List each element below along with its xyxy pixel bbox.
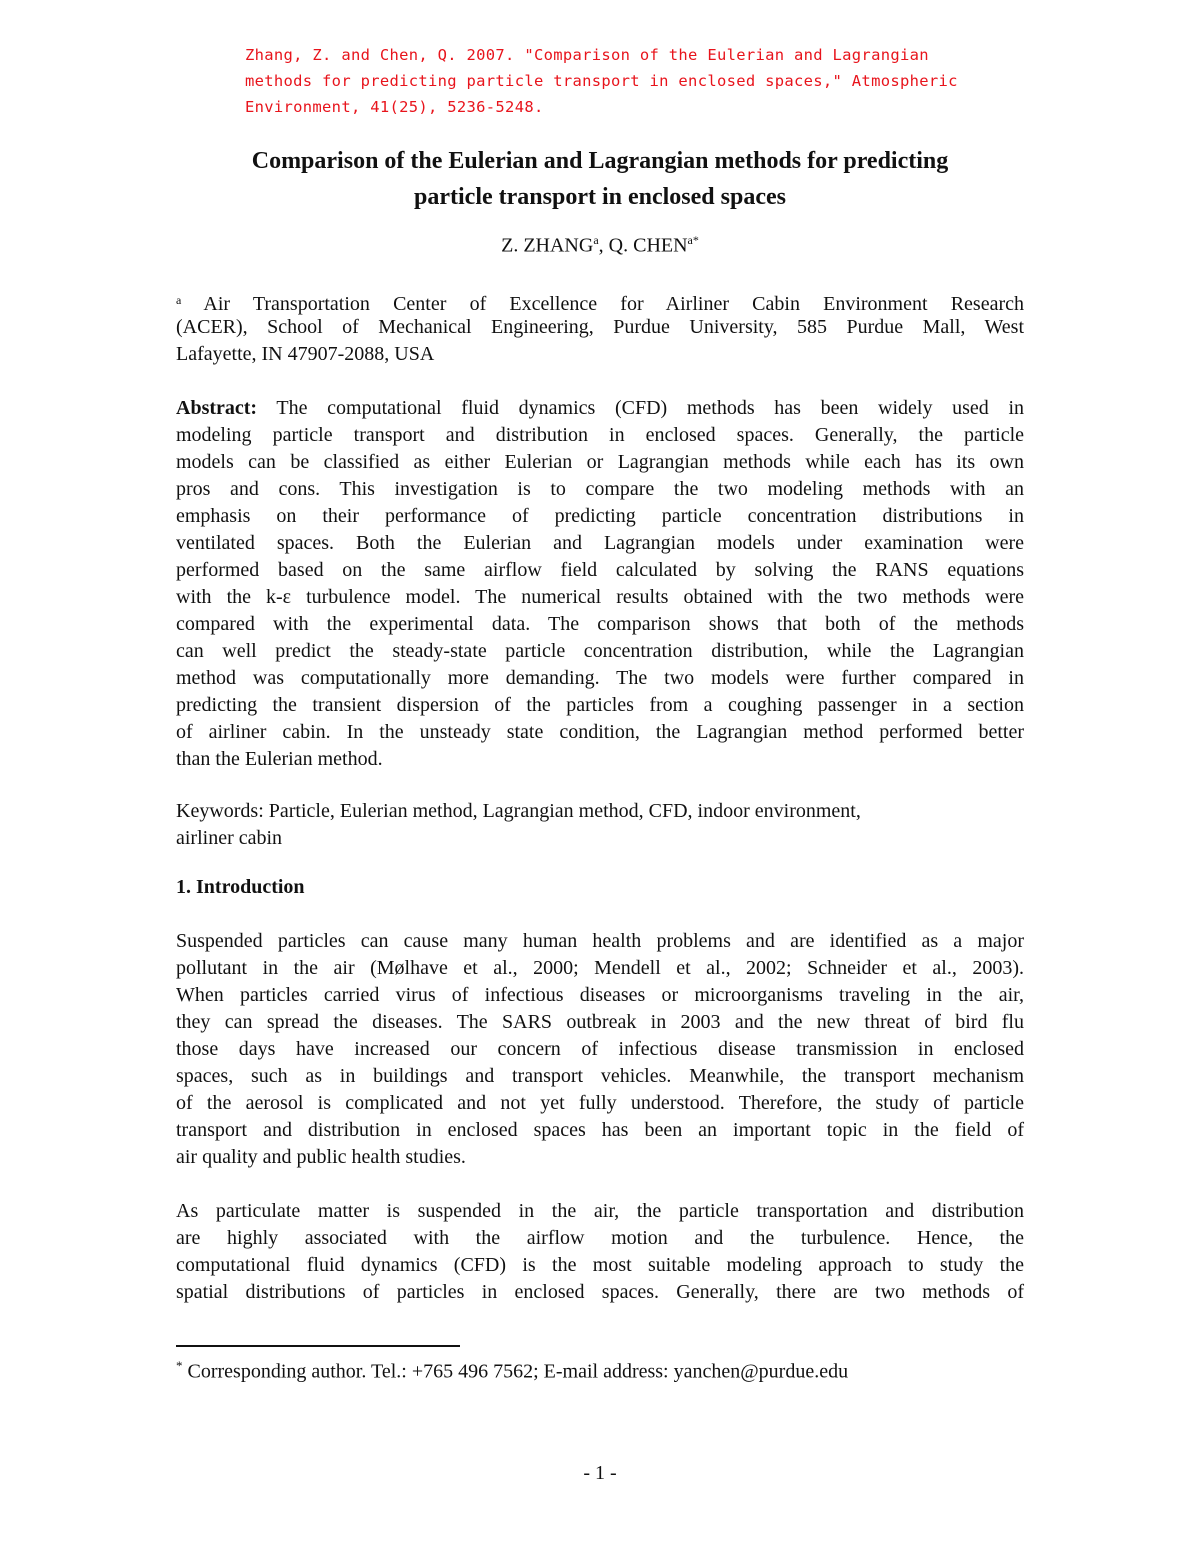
paragraph-line: computational fluid dynamics (CFD) is the most suitable modeling approach to study the (176, 1254, 1024, 1276)
affiliation-line: (ACER), School of Mechanical Engineering, Purdue University, 585 Purdue Mall, West (176, 316, 1024, 338)
author-separator: , (598, 234, 609, 257)
paragraph-line: are highly associated with the airflow motion and the turbulence. Hence, the (176, 1227, 1024, 1249)
abstract-line: predicting the transient dispersion of the particles from a coughing passenger in a section (176, 694, 1024, 716)
abstract-line: emphasis on their performance of predicting particle concentration distributions in (176, 505, 1024, 527)
introduction-paragraph-2 (176, 1198, 1024, 1306)
affiliation (176, 287, 1024, 368)
keywords (176, 798, 1024, 852)
affiliation-marker: a (593, 233, 599, 247)
abstract-label: Abstract: (176, 397, 258, 419)
affiliation-marker: a (176, 293, 182, 307)
paragraph-line: As particulate matter is suspended in the air, the particle transportation and distribution (176, 1200, 1024, 1222)
abstract-line: The computational fluid dynamics (CFD) methods has been widely used in (257, 397, 1024, 419)
abstract-line: pros and cons. This investigation is to compare the two modeling methods with an (176, 478, 1024, 500)
abstract-line: method was computationally more demanding. The two models were further compared in (176, 667, 1024, 689)
citation-header (245, 42, 1045, 120)
keywords-line: airliner cabin (176, 827, 283, 849)
abstract-line: of airliner cabin. In the unsteady state condition, the Lagrangian method performed better (176, 721, 1024, 743)
abstract-line: can well predict the steady-state particle concentration distribution, while the Lagrangian (176, 640, 1024, 662)
paragraph-line: those days have increased our concern of infectious disease transmission in enclosed (176, 1038, 1024, 1060)
footnote-divider (176, 1345, 460, 1347)
footnote-marker: * (176, 1358, 183, 1373)
paragraph-line: pollutant in the air (Mølhave et al., 2000; Mendell et al., 2002; Schneider et al., 2003). (176, 957, 1024, 979)
abstract-line: ventilated spaces. Both the Eulerian and Lagrangian models under examination were (176, 532, 1024, 554)
citation-line: Environment, 41(25), 5236-5248. (245, 98, 544, 116)
keywords-line: Keywords: Particle, Eulerian method, Lagrangian method, CFD, indoor environment, (176, 800, 861, 822)
abstract-line: compared with the experimental data. The comparison shows that both of the methods (176, 613, 1024, 635)
abstract-line: models can be classified as either Eulerian or Lagrangian methods while each has its own (176, 451, 1024, 473)
paragraph-line: they can spread the diseases. The SARS outbreak in 2003 and the new threat of bird flu (176, 1011, 1024, 1033)
affiliation-line: Lafayette, IN 47907-2088, USA (176, 343, 435, 365)
footnote (176, 1358, 1024, 1384)
affiliation-line: Air Transportation Center of Excellence for Airliner Cabin Environment Research (181, 293, 1024, 315)
paragraph-line: When particles carried virus of infectious diseases or microorganisms traveling in the air, (176, 984, 1024, 1006)
introduction-heading: 1. Introduction (176, 876, 305, 898)
paper-title (120, 143, 1080, 215)
paragraph-line: of the aerosol is complicated and not yet fully understood. Therefore, the study of particle (176, 1092, 1024, 1114)
author-name: Q. CHEN (608, 234, 688, 257)
footnote-text: Corresponding author. Tel.: +765 496 7562; E-mail address: yanchen@purdue.edu (182, 1360, 849, 1383)
page-number: - 1 - (583, 1462, 617, 1484)
paragraph-line: Suspended particles can cause many human health problems and are identified as a major (176, 930, 1024, 952)
abstract-line: modeling particle transport and distribution in enclosed spaces. Generally, the particle (176, 424, 1024, 446)
abstract-line: with the k-ε turbulence model. The numerical results obtained with the two methods were (176, 586, 1024, 608)
section-heading (176, 874, 1024, 901)
author-name: Z. ZHANG (501, 234, 594, 257)
title-line: particle transport in enclosed spaces (414, 184, 786, 210)
affiliation-marker: a* (687, 233, 699, 247)
author-list (0, 233, 1200, 258)
abstract-line: performed based on the same airflow field calculated by solving the RANS equations (176, 559, 1024, 581)
citation-line: Zhang, Z. and Chen, Q. 2007. "Comparison of the Eulerian and Lagrangian (245, 46, 929, 64)
paragraph-line: spatial distributions of particles in enclosed spaces. Generally, there are two methods of (176, 1281, 1024, 1303)
paragraph-line: transport and distribution in enclosed spaces has been an important topic in the field of (176, 1119, 1024, 1141)
abstract-line: than the Eulerian method. (176, 748, 383, 770)
citation-line: methods for predicting particle transport in enclosed spaces," Atmospheric (245, 72, 958, 90)
title-line: Comparison of the Eulerian and Lagrangian methods for predicting (251, 148, 949, 174)
introduction-paragraph-1 (176, 928, 1024, 1171)
paragraph-line: air quality and public health studies. (176, 1146, 466, 1168)
abstract (176, 395, 1024, 773)
paragraph-line: spaces, such as in buildings and transport vehicles. Meanwhile, the transport mechanism (176, 1065, 1024, 1087)
